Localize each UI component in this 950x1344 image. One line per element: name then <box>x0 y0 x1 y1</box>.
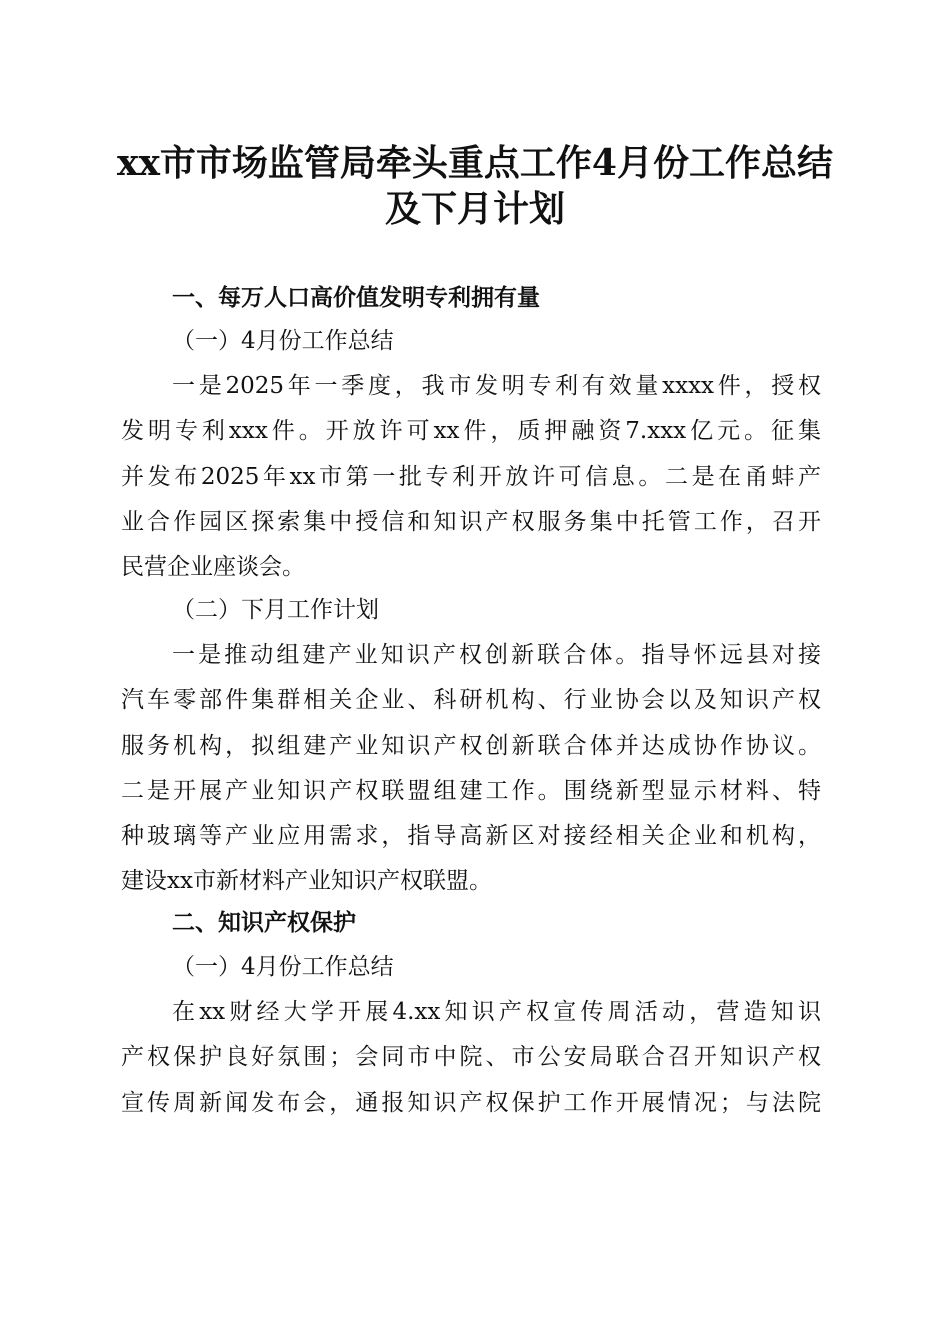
paragraph-1-2 <box>121 633 821 905</box>
section-heading-2: 二、知识产权保护 <box>172 910 356 936</box>
paragraph-line: 汽车零部件集群相关企业、科研机构、行业协会以及知识产权 <box>121 687 821 714</box>
paragraph-line: 种玻璃等产业应用需求，指导高新区对接经相关企业和机构， <box>121 823 821 850</box>
paragraph-line: 一是推动组建产业知识产权创新联合体。指导怀远县对接 <box>172 642 821 668</box>
document-title-line-1: xx市市场监管局牵头重点工作4月份工作总结 <box>117 142 833 184</box>
paragraph-line: 建设xx市新材料产业知识产权联盟。 <box>121 868 492 895</box>
paragraph-line: 宣传周新闻发布会，通报知识产权保护工作开展情况；与法院 <box>121 1089 821 1116</box>
paragraph-line: 并发布2025年xx市第一批专利开放许可信息。二是在甬蚌产 <box>121 463 821 490</box>
paragraph-line: 产权保护良好氛围；会同市中院、市公安局联合召开知识产权 <box>121 1044 821 1071</box>
paragraph-line: 发明专利xxx件。开放许可xx件，质押融资7.xxx亿元。征集 <box>121 418 821 445</box>
subsection-heading-1-1: （一）4月份工作总结 <box>172 328 394 354</box>
document-title-line-2: 及下月计划 <box>384 188 565 230</box>
paragraph-line: 服务机构，拟组建产业知识产权创新联合体并达成协作协议。 <box>121 732 821 759</box>
paragraph-line: 业合作园区探索集中授信和知识产权服务集中托管工作，召开 <box>121 508 821 535</box>
paragraph-line: 民营企业座谈会。 <box>121 554 305 581</box>
subsection-heading-2-1: （一）4月份工作总结 <box>172 954 394 980</box>
paragraph-line: 在xx财经大学开展4.xx知识产权宣传周活动，营造知识 <box>172 999 821 1025</box>
paragraph-1-1 <box>121 364 821 590</box>
paragraph-line: 二是开展产业知识产权联盟组建工作。围绕新型显示材料、特 <box>121 777 821 804</box>
paragraph-line: 一是2025年一季度，我市发明专利有效量xxxx件，授权 <box>172 373 821 399</box>
subsection-heading-1-2: （二）下月工作计划 <box>172 597 379 623</box>
paragraph-2-1 <box>121 990 821 1126</box>
section-heading-1: 一、每万人口高价值发明专利拥有量 <box>172 285 540 311</box>
